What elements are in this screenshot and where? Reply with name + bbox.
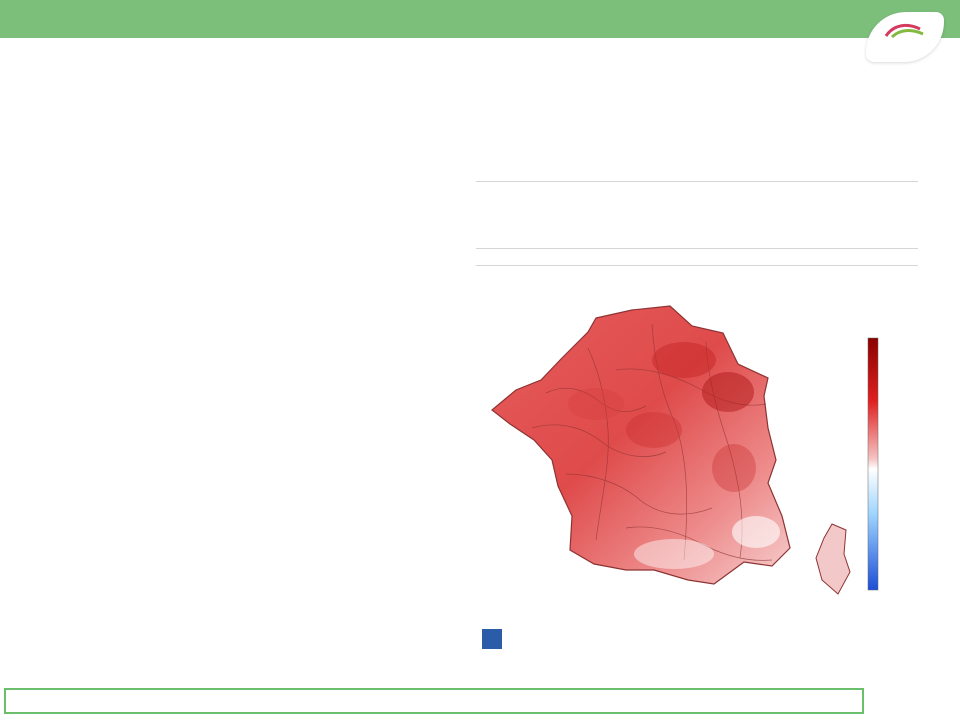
meteo-france-logo xyxy=(482,629,502,649)
temperature-map-panel xyxy=(476,178,922,653)
source-box xyxy=(4,688,864,714)
legend-color-bar xyxy=(868,338,878,590)
map-header xyxy=(476,181,918,249)
france-temperature-map xyxy=(476,278,922,624)
corsica-shape xyxy=(816,524,850,594)
map-month xyxy=(476,250,918,266)
top-header-bar xyxy=(0,0,960,38)
logo-leaf-icon xyxy=(884,18,926,40)
